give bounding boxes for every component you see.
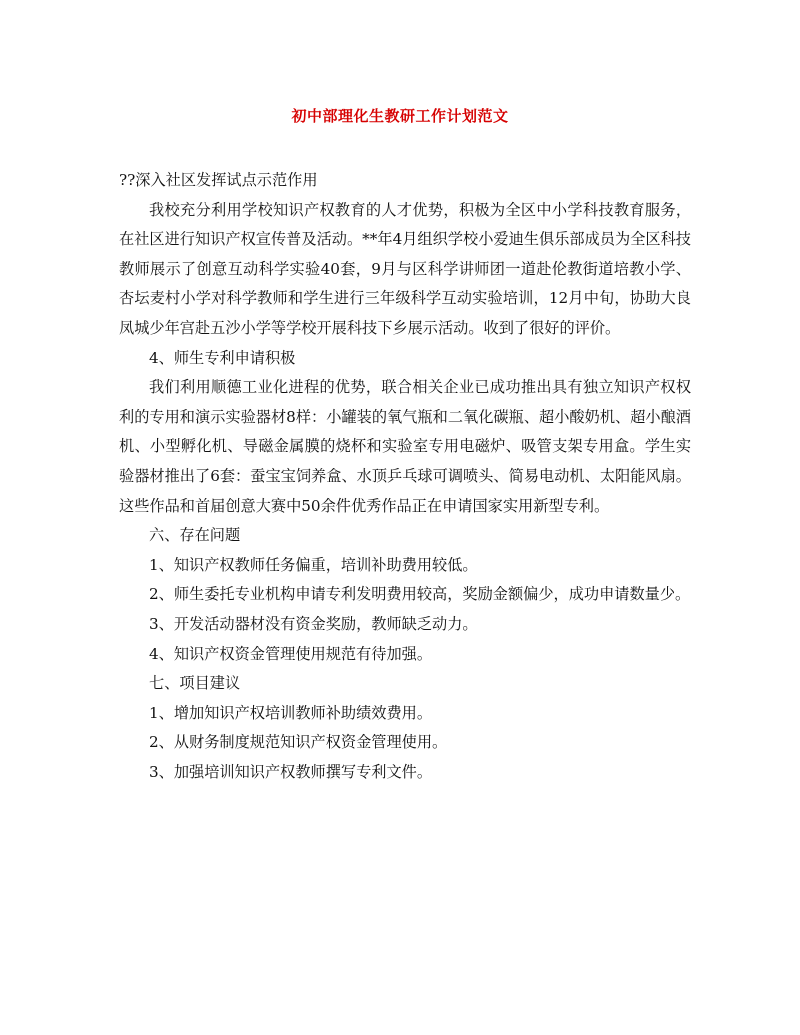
problem-item-2: 2、师生委托专业机构申请专利发明费用较高，奖励金额偏少，成功申请数量少。 <box>149 585 691 604</box>
section-heading-suggestions: 七、项目建议 <box>149 674 241 693</box>
problem-item-1: 1、知识产权教师任务偏重，培训补助费用较低。 <box>149 555 478 574</box>
problem-item-3: 3、开发活动器材没有资金奖励，教师缺乏动力。 <box>149 614 478 633</box>
paragraph-patent-heading: 4、师生专利申请积极 <box>149 348 296 367</box>
section-heading-problems: 六、存在问题 <box>149 526 241 545</box>
document-title: 初中部理化生教研工作计划范文 <box>291 107 509 125</box>
paragraph-community-service: 我校充分利用学校知识产权教育的人才优势，积极为全区中小学科技教育服务，在社区进行知识产权宣传普及活动。**年4月组织学校小爱迪生俱乐部成员为全区科技教师展示了创意互动科学实验40套，9月与区科学讲师团一道赴伦教街道培教小学、杏坛麦村小学对科学教师和学生进行三年级科学互动实验培训，12月中旬，协助大良凤城少年宫赴五沙小学等学校开展科技下乡展示活动。收到了很好的评价。 <box>119 200 691 337</box>
problem-item-4: 4、知识产权资金管理使用规范有待加强。 <box>149 644 433 663</box>
paragraph-community-role: ??深入社区发挥试点示范作用 <box>119 171 318 189</box>
paragraph-patent-details: 我们利用顺德工业化进程的优势，联合相关企业已成功推出具有独立知识产权权利的专用和演示实验器材8样：小罐装的氧气瓶和二氧化碳瓶、超小酸奶机、超小酿酒机、小型孵化机、导磁金属膜的烧杯和实验室专用电磁炉、吸管支架专用盒。学生实验器材推出了6套：蚕宝宝饲养盒、水顶乒乓球可调喷头、简易电动机、太阳能风扇。这些作品和首届创意大赛中50余件优秀作品正在申请国家实用新型专利。 <box>119 378 691 515</box>
suggestion-item-2: 2、从财务制度规范知识产权资金管理使用。 <box>149 733 448 752</box>
suggestion-item-1: 1、增加知识产权培训教师补助绩效费用。 <box>149 703 433 722</box>
document-body <box>119 166 691 787</box>
suggestion-item-3: 3、加强培训知识产权教师撰写专利文件。 <box>149 762 433 781</box>
